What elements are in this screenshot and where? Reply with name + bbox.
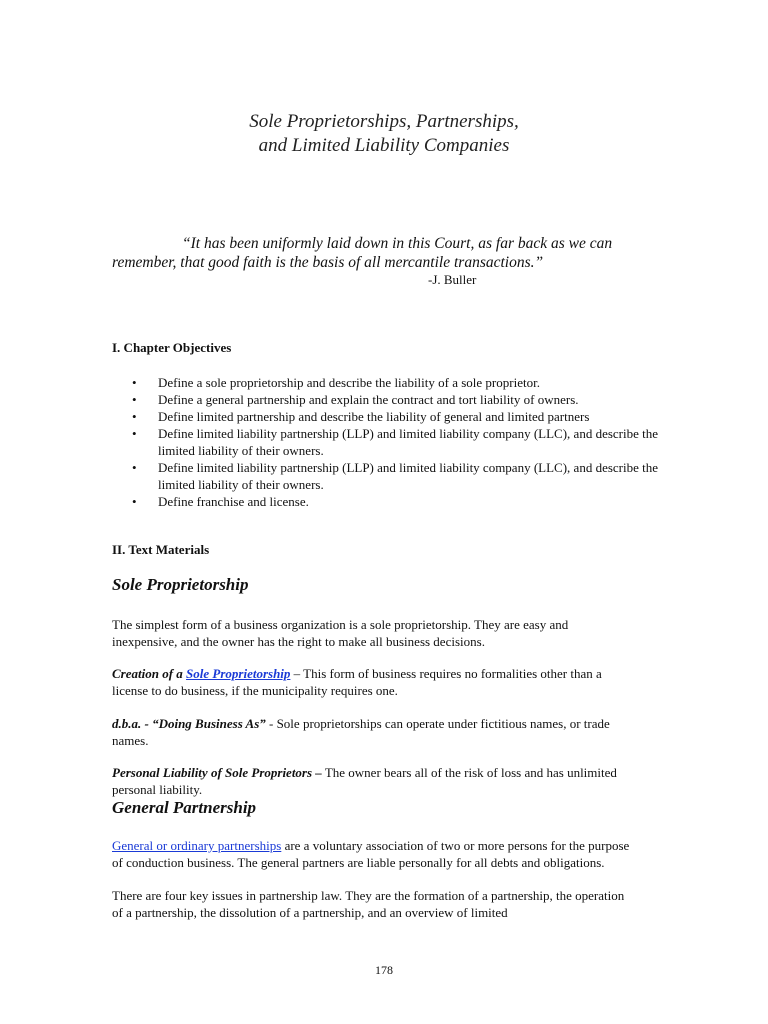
list-item [112, 459, 672, 493]
bullet-icon: • [132, 409, 137, 424]
heading-sole-proprietorship: Sole Proprietorship [112, 575, 249, 594]
heading-general-partnership: General Partnership [112, 798, 257, 817]
general-partnerships-link[interactable]: General or ordinary partnerships [112, 838, 282, 853]
list-item [112, 425, 672, 459]
list-item [112, 374, 672, 391]
list-item [112, 391, 672, 408]
objective-text: Define a sole proprietorship and describe the liability of a sole proprietor. [158, 375, 540, 390]
paragraph-text: – This form of business requires no formalities other than a license to do business, if the municipality requires one. [112, 666, 602, 698]
quote-line-1: “It has been uniformly laid down in this Court, as far back as we can [182, 235, 613, 252]
bullet-icon: • [132, 426, 137, 441]
paragraph-intro: The simplest form of a business organization is a sole proprietorship. They are easy and inexpensive, and the owner has the right to make all business decisions. [112, 617, 569, 649]
objective-text: Define limited liability partnership (LLP) and limited liability company (LLC), and describe the limited liability of their owners. [158, 426, 659, 458]
paragraph-lead: Creation of a [112, 666, 187, 681]
objective-text: Define limited liability partnership (LLP) and limited liability company (LLC), and describe the limited liability of their owners. [158, 460, 659, 492]
paragraph-text: The owner bears all of the risk of loss and has unlimited personal liability. [112, 765, 617, 797]
bullet-icon: • [132, 460, 137, 475]
section-heading-text-materials: II. Text Materials [112, 542, 210, 557]
paragraph-text: - Sole proprietorships can operate under fictitious names, or trade names. [112, 716, 610, 748]
paragraph-dba [112, 715, 632, 749]
bullet-icon: • [132, 375, 137, 390]
list-item [112, 493, 672, 510]
paragraph-lead: d.b.a. - “Doing Business As” [112, 716, 266, 731]
title-line-1: Sole Proprietorships, Partnerships, [249, 111, 519, 132]
title-line-2: and Limited Liability Companies [258, 135, 510, 156]
section-heading-objectives: I. Chapter Objectives [112, 340, 232, 355]
objective-text: Define a general partnership and explain the contract and tort liability of owners. [158, 392, 579, 407]
list-item [112, 408, 672, 425]
paragraph-text: are a voluntary association of two or more persons for the purpose of conduction business. The general partners are liable personally for all debts and obligations. [112, 838, 630, 870]
paragraph-lead: Personal Liability of Sole Proprietors – [112, 765, 322, 780]
sole-proprietorship-link[interactable]: Sole Proprietorship [186, 666, 291, 681]
paragraph-general-partnership [112, 837, 632, 871]
paragraph-liability [112, 764, 632, 798]
page-number: 178 [375, 963, 393, 977]
paragraph-creation [112, 665, 632, 699]
objective-text: Define limited partnership and describe the liability of general and limited partners [158, 409, 590, 424]
bullet-icon: • [132, 494, 137, 509]
quote-attribution: -J. Buller [428, 272, 477, 287]
bullet-icon: • [132, 392, 137, 407]
objective-text: Define franchise and license. [158, 494, 309, 509]
quote-line-2: remember, that good faith is the basis of all mercantile transactions.” [112, 254, 544, 271]
paragraph-key-issues: There are four key issues in partnership law. They are the formation of a partnership, the operation of a partnership, the dissolution of a partnership, and an overview of limited [112, 888, 625, 920]
objectives-list [112, 374, 672, 510]
